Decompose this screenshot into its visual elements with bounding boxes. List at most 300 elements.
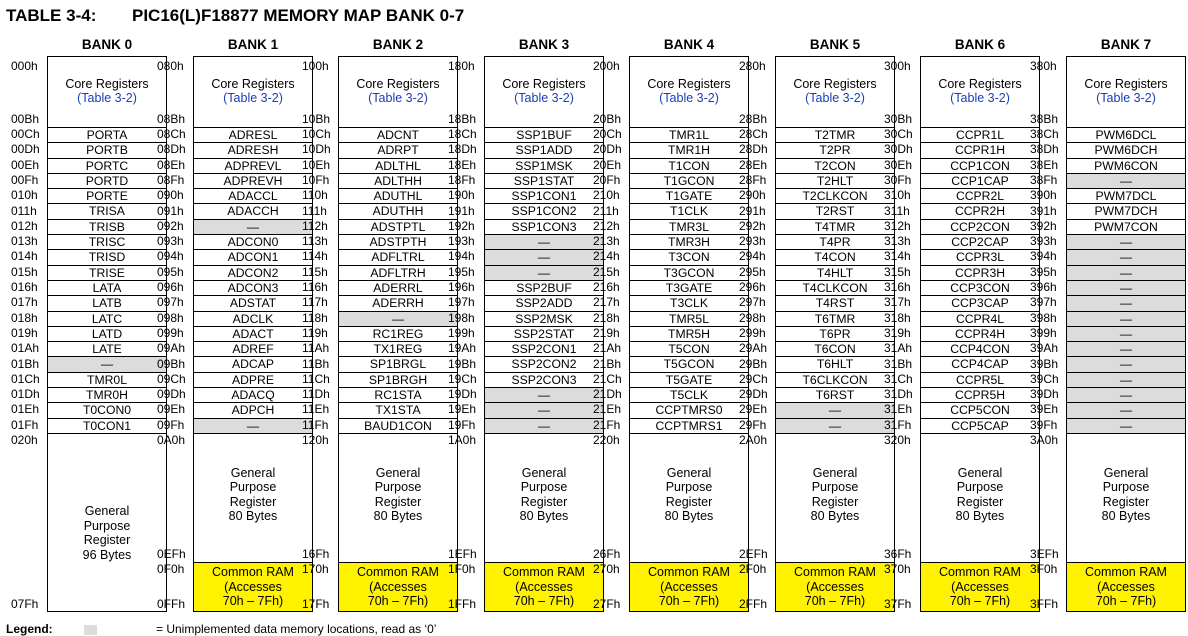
register-cell: CCP1CAP: [921, 173, 1039, 188]
register-address: 390h: [1030, 188, 1057, 203]
register-address: 18Dh: [448, 142, 477, 157]
register-cell: TRISC: [48, 234, 166, 249]
core-registers-cell: [921, 57, 1039, 127]
register-cell: CCPTMRS1: [630, 418, 748, 433]
register-cell: TMR5H: [630, 326, 748, 341]
register-cell: SSP2CON2: [485, 356, 603, 371]
core-registers-cell: [776, 57, 894, 127]
common-ram-label-line: 70h – 7Fh): [804, 594, 866, 608]
register-address: 090h: [157, 188, 184, 203]
register-address: 21Ah: [593, 341, 622, 356]
register-address: 114h: [302, 249, 328, 264]
unimplemented-register: —: [485, 234, 603, 249]
register-cell: T6TMR: [776, 311, 894, 326]
register-address: 295h: [739, 264, 766, 279]
start-address: 380h: [1030, 59, 1057, 73]
unimplemented-register: —: [1067, 249, 1185, 264]
register-address: 018h: [11, 310, 38, 325]
table-reference-link[interactable]: (Table 3-2): [659, 91, 719, 105]
gpr-label-line: General: [812, 465, 858, 480]
register-cell: CCPR3L: [921, 249, 1039, 264]
legend-label: Legend:: [6, 622, 53, 636]
register-address: 38Ch: [1030, 127, 1059, 141]
gpr-label-line: Purpose: [374, 480, 422, 494]
register-address: 094h: [157, 249, 184, 264]
register-address: 18Fh: [448, 172, 476, 187]
register-address: 38Fh: [1030, 172, 1058, 187]
unimplemented-register: —: [1067, 341, 1185, 356]
gpr-end-address: 3EFh: [1030, 547, 1059, 561]
register-address: 19Eh: [448, 402, 477, 417]
gpr-label-line: Register: [520, 494, 568, 509]
bank-column: [1066, 56, 1186, 612]
register-cell: ADCON2: [194, 265, 312, 280]
register-address: 012h: [11, 218, 38, 233]
register-cell: SP1BRGH: [339, 372, 457, 387]
core-end-address: 10Bh: [302, 112, 331, 126]
bank-header: BANK 1: [227, 37, 279, 52]
common-ram-label-line: 70h – 7Fh): [1095, 594, 1157, 608]
register-address: 211h: [593, 203, 619, 218]
register-cell: SSP2BUF: [485, 280, 603, 295]
register-address: 01Eh: [11, 402, 40, 417]
start-address: 100h: [302, 59, 329, 73]
register-cell: T2PR: [776, 142, 894, 157]
register-address: 39Eh: [1030, 402, 1059, 417]
gpr-label-line: 80 Bytes: [955, 509, 1005, 523]
register-address: 196h: [448, 280, 475, 294]
register-cell: TRISD: [48, 249, 166, 264]
register-list: [776, 127, 894, 433]
bank-column: [193, 56, 313, 612]
gpr-end-address: 26Fh: [593, 547, 621, 561]
common-ram-label-line: 70h – 7Fh): [513, 594, 575, 608]
register-cell: CCPR5L: [921, 372, 1039, 387]
register-address: 29Dh: [739, 387, 768, 402]
register-address: 199h: [448, 325, 475, 340]
register-cell: ADCAP: [194, 356, 312, 371]
register-address: 091h: [157, 203, 184, 218]
register-address: 00Fh: [11, 172, 39, 187]
general-purpose-register-block: [339, 433, 457, 562]
register-address: 011h: [11, 203, 37, 218]
register-list: [1067, 127, 1185, 433]
end-address: 37Fh: [884, 597, 912, 611]
gpr-label-line: General: [957, 465, 1003, 480]
register-cell: ADRESH: [194, 142, 312, 157]
register-cell: T6HLT: [776, 356, 894, 371]
common-ram-label-line: (Accesses: [1097, 579, 1155, 594]
register-cell: T2CON: [776, 158, 894, 173]
table-reference-link[interactable]: (Table 3-2): [77, 91, 137, 105]
gpr-start-address: 0A0h: [157, 433, 186, 447]
common-ram-label-line: (Accesses: [660, 579, 718, 594]
general-purpose-register-block: [485, 433, 603, 562]
register-cell: ADCON0: [194, 234, 312, 249]
register-cell: CCPR2H: [921, 203, 1039, 218]
register-address: 293h: [739, 234, 766, 249]
common-ram-block: [776, 562, 894, 611]
register-address: 197h: [448, 295, 475, 310]
register-cell: ADUTHH: [339, 203, 457, 218]
table-reference-link[interactable]: (Table 3-2): [223, 91, 283, 105]
register-list: [485, 127, 603, 433]
start-address: 000h: [11, 59, 38, 73]
gpr-start-address: 320h: [884, 433, 911, 447]
register-cell: T6RST: [776, 387, 894, 402]
register-address: 190h: [448, 188, 475, 203]
start-address: 180h: [448, 59, 475, 73]
register-cell: ADCON1: [194, 249, 312, 264]
register-address: 193h: [448, 234, 475, 249]
register-cell: ADPREVL: [194, 158, 312, 173]
unimplemented-register: —: [194, 418, 312, 433]
register-address: 18Eh: [448, 157, 477, 172]
register-address: 318h: [884, 310, 911, 325]
end-address: 3FFh: [1030, 597, 1059, 611]
table-reference-link[interactable]: (Table 3-2): [368, 91, 428, 105]
table-reference-link[interactable]: (Table 3-2): [1096, 91, 1156, 105]
register-cell: RC1REG: [339, 326, 457, 341]
register-cell: T0CON0: [48, 402, 166, 417]
register-cell: ADFLTRH: [339, 265, 457, 280]
unimplemented-register: —: [776, 418, 894, 433]
register-cell: SSP2MSK: [485, 311, 603, 326]
gpr-start-address: 220h: [593, 433, 620, 447]
core-registers-cell: [339, 57, 457, 127]
table-reference-link[interactable]: (Table 3-2): [950, 91, 1010, 105]
unimplemented-register: —: [485, 387, 603, 402]
register-address: 20Dh: [593, 142, 622, 157]
unimplemented-register: —: [1067, 173, 1185, 188]
core-end-address: 28Bh: [739, 112, 768, 126]
register-address: 31Dh: [884, 387, 913, 402]
register-address: 099h: [157, 325, 184, 340]
register-list: [921, 127, 1039, 433]
register-cell: TMR1H: [630, 142, 748, 157]
gpr-start-address: 3A0h: [1030, 433, 1059, 447]
core-registers-cell: [194, 57, 312, 127]
register-address: 20Eh: [593, 157, 622, 172]
register-address: 319h: [884, 325, 911, 340]
register-cell: T5CLK: [630, 387, 748, 402]
register-cell: SSP1CON1: [485, 188, 603, 203]
gpr-end-address: 1EFh: [448, 547, 477, 561]
register-address: 113h: [302, 234, 328, 249]
register-address: 19Fh: [448, 417, 476, 432]
common-ram-block: [630, 562, 748, 611]
register-address: 096h: [157, 280, 184, 294]
register-cell: BAUD1CON: [339, 418, 457, 433]
register-address: 198h: [448, 310, 475, 325]
register-cell: ADACCL: [194, 188, 312, 203]
register-address: 11Dh: [302, 387, 330, 402]
gpr-label-line: 96 Bytes: [82, 547, 132, 562]
gpr-label-line: 80 Bytes: [373, 509, 423, 523]
register-address: 10Dh: [302, 142, 331, 157]
register-address: 29Fh: [739, 417, 767, 432]
register-address: 09Ch: [157, 371, 186, 386]
register-address: 10Ch: [302, 127, 331, 141]
register-cell: CCP4CON: [921, 341, 1039, 356]
end-address: 07Fh: [11, 597, 39, 611]
register-address: 00Eh: [11, 157, 40, 172]
register-address: 29Ch: [739, 371, 768, 386]
general-purpose-register-block: [48, 433, 166, 611]
bank-header: BANK 6: [954, 37, 1006, 52]
unimplemented-register: —: [1067, 311, 1185, 326]
register-address: 299h: [739, 325, 766, 340]
gpr-label-line: Purpose: [665, 480, 713, 494]
register-cell: SSP1MSK: [485, 158, 603, 173]
gpr-label-line: General: [84, 504, 130, 518]
table-reference-link[interactable]: (Table 3-2): [805, 91, 865, 105]
register-cell: PWM6DCL: [1067, 127, 1185, 142]
register-address: 395h: [1030, 264, 1057, 279]
register-cell: PWM6DCH: [1067, 142, 1185, 157]
unimplemented-register: —: [485, 249, 603, 264]
register-cell: CCPR4L: [921, 311, 1039, 326]
register-address: 30Eh: [884, 157, 913, 172]
register-cell: ADERRL: [339, 280, 457, 295]
register-cell: TMR0L: [48, 372, 166, 387]
gpr-label-line: Register: [83, 533, 131, 547]
register-address: 01Dh: [11, 387, 40, 402]
unimplemented-register: —: [1067, 387, 1185, 402]
register-cell: T4PR: [776, 234, 894, 249]
common-ram-label-line: Common RAM: [648, 565, 730, 579]
register-address: 311h: [884, 203, 910, 218]
register-address: 116h: [302, 280, 328, 294]
register-address: 290h: [739, 188, 766, 203]
end-address: 0FFh: [157, 597, 186, 611]
register-address: 30Ch: [884, 127, 913, 141]
register-cell: TMR5L: [630, 311, 748, 326]
register-cell: T6CLKCON: [776, 372, 894, 387]
register-cell: ADLTHL: [339, 158, 457, 173]
register-list: [194, 127, 312, 433]
core-registers-label: Core Registers: [938, 77, 1022, 91]
gpr-label-line: 80 Bytes: [810, 509, 860, 523]
register-cell: T5CON: [630, 341, 748, 356]
register-cell: ADUTHL: [339, 188, 457, 203]
register-address: 296h: [739, 280, 766, 294]
register-cell: TRISA: [48, 203, 166, 218]
register-address: 19Bh: [448, 356, 477, 371]
register-address: 21Eh: [593, 402, 622, 417]
register-cell: ADACQ: [194, 387, 312, 402]
register-cell: TX1STA: [339, 402, 457, 417]
common-ram-label-line: (Accesses: [806, 579, 864, 594]
register-address: 21Bh: [593, 356, 622, 371]
gpr-label-line: Purpose: [956, 480, 1004, 494]
gpr-label-line: 80 Bytes: [664, 509, 714, 523]
register-cell: ADPCH: [194, 402, 312, 417]
register-cell: TMR3H: [630, 234, 748, 249]
register-address: 09Eh: [157, 402, 186, 417]
register-cell: CCPR2L: [921, 188, 1039, 203]
bank-column: [920, 56, 1040, 612]
register-address: 08Eh: [157, 157, 186, 172]
register-cell: T0CON1: [48, 418, 166, 433]
register-address: 29Ah: [739, 341, 768, 356]
register-address: 093h: [157, 234, 184, 249]
unimplemented-register: —: [48, 356, 166, 371]
unimplemented-register: —: [1067, 372, 1185, 387]
register-cell: T4CON: [776, 249, 894, 264]
common-ram-block: [194, 562, 312, 611]
register-address: 08Dh: [157, 142, 186, 157]
unimplemented-register: —: [1067, 234, 1185, 249]
register-cell: ADPREVH: [194, 173, 312, 188]
gpr-label-line: General: [230, 465, 276, 480]
register-address: 397h: [1030, 295, 1057, 310]
core-registers-label: Core Registers: [211, 77, 295, 91]
register-address: 00Ch: [11, 127, 40, 141]
register-address: 31Ch: [884, 371, 913, 386]
core-end-address: 38Bh: [1030, 112, 1059, 126]
register-address: 01Bh: [11, 356, 40, 371]
register-list: [630, 127, 748, 433]
register-cell: T4TMR: [776, 219, 894, 234]
register-address: 297h: [739, 295, 766, 310]
register-cell: T2HLT: [776, 173, 894, 188]
register-address: 393h: [1030, 234, 1057, 249]
unimplemented-register: —: [1067, 356, 1185, 371]
register-cell: CCP1CON: [921, 158, 1039, 173]
register-address: 316h: [884, 280, 911, 294]
gpr-label-line: Register: [956, 494, 1004, 509]
common-start-address: 3F0h: [1030, 562, 1058, 576]
register-address: 39Dh: [1030, 387, 1059, 402]
legend-swatch: [84, 625, 97, 635]
register-cell: PORTD: [48, 173, 166, 188]
common-ram-label-line: Common RAM: [794, 565, 876, 579]
common-ram-block: [1067, 562, 1185, 611]
register-list: [48, 127, 166, 433]
register-cell: SSP1BUF: [485, 127, 603, 142]
common-ram-block: [485, 562, 603, 611]
gpr-label-line: Purpose: [520, 480, 568, 494]
register-address: 01Ch: [11, 371, 40, 386]
register-cell: CCPR1L: [921, 127, 1039, 142]
register-cell: ADSTAT: [194, 295, 312, 310]
common-start-address: 1F0h: [448, 562, 476, 576]
register-cell: TX1REG: [339, 341, 457, 356]
register-address: 212h: [593, 218, 620, 233]
unimplemented-register: —: [485, 402, 603, 417]
common-start-address: 170h: [302, 562, 329, 576]
bank-header: BANK 4: [663, 37, 715, 52]
register-address: 095h: [157, 264, 184, 279]
gpr-label-line: 80 Bytes: [228, 509, 278, 523]
unimplemented-register: —: [485, 265, 603, 280]
register-address: 210h: [593, 188, 620, 203]
gpr-label-line: Purpose: [811, 480, 859, 494]
register-address: 10Eh: [302, 157, 331, 172]
gpr-label-line: Purpose: [229, 480, 277, 494]
gpr-end-address: 0EFh: [157, 547, 186, 561]
register-address: 08Fh: [157, 172, 185, 187]
register-cell: CCP5CAP: [921, 418, 1039, 433]
core-registers-cell: [48, 57, 166, 127]
register-cell: ADCNT: [339, 127, 457, 142]
register-address: 19Dh: [448, 387, 477, 402]
gpr-end-address: 16Fh: [302, 547, 330, 561]
gpr-label-line: Register: [665, 494, 713, 509]
unimplemented-register: —: [1067, 280, 1185, 295]
register-address: 29Bh: [739, 356, 768, 371]
register-cell: RC1STA: [339, 387, 457, 402]
register-address: 317h: [884, 295, 911, 310]
unimplemented-register: —: [1067, 295, 1185, 310]
register-address: 11Eh: [302, 402, 330, 417]
register-cell: TRISB: [48, 219, 166, 234]
common-ram-label-line: Common RAM: [939, 565, 1021, 579]
register-cell: T3CON: [630, 249, 748, 264]
common-ram-label-line: (Accesses: [515, 579, 573, 594]
gpr-start-address: 120h: [302, 433, 329, 447]
register-cell: ADERRH: [339, 295, 457, 310]
bank-column: [47, 56, 167, 612]
register-address: 016h: [11, 280, 38, 294]
register-address: 28Eh: [739, 157, 768, 172]
bank-header: BANK 5: [809, 37, 861, 52]
gpr-label-line: General: [521, 465, 567, 480]
legend-text: = Unimplemented data memory locations, read as ‘0’: [156, 622, 437, 636]
register-address: 30Dh: [884, 142, 913, 157]
register-cell: T1CON: [630, 158, 748, 173]
register-address: 396h: [1030, 280, 1057, 294]
register-cell: ADCON3: [194, 280, 312, 295]
register-cell: T4RST: [776, 295, 894, 310]
common-ram-block: [921, 562, 1039, 611]
common-ram-label-line: 70h – 7Fh): [658, 594, 720, 608]
register-address: 194h: [448, 249, 475, 264]
register-cell: LATC: [48, 311, 166, 326]
register-cell: SSP2ADD: [485, 295, 603, 310]
register-address: 21Fh: [593, 417, 621, 432]
register-cell: ADACCH: [194, 203, 312, 218]
register-address: 110h: [302, 188, 328, 203]
register-address: 01Ah: [11, 341, 40, 356]
register-cell: CCP2CON: [921, 219, 1039, 234]
register-address: 30Fh: [884, 172, 912, 187]
register-cell: T6PR: [776, 326, 894, 341]
register-address: 11Ah: [302, 341, 330, 356]
register-address: 09Fh: [157, 417, 185, 432]
register-cell: CCP4CAP: [921, 356, 1039, 371]
register-cell: SSP2STAT: [485, 326, 603, 341]
register-address: 298h: [739, 310, 766, 325]
register-cell: T1GATE: [630, 188, 748, 203]
general-purpose-register-block: [630, 433, 748, 562]
register-cell: SSP1ADD: [485, 142, 603, 157]
register-cell: LATB: [48, 295, 166, 310]
register-address: 39Ch: [1030, 371, 1059, 386]
table-reference-link[interactable]: (Table 3-2): [514, 91, 574, 105]
register-address: 191h: [448, 203, 475, 218]
register-cell: CCPR5H: [921, 387, 1039, 402]
register-address: 097h: [157, 295, 184, 310]
register-cell: PWM7DCH: [1067, 203, 1185, 218]
register-address: 20Fh: [593, 172, 621, 187]
register-address: 195h: [448, 264, 475, 279]
start-address: 200h: [593, 59, 620, 73]
register-address: 291h: [739, 203, 766, 218]
register-cell: SSP2CON1: [485, 341, 603, 356]
end-address: 27Fh: [593, 597, 621, 611]
